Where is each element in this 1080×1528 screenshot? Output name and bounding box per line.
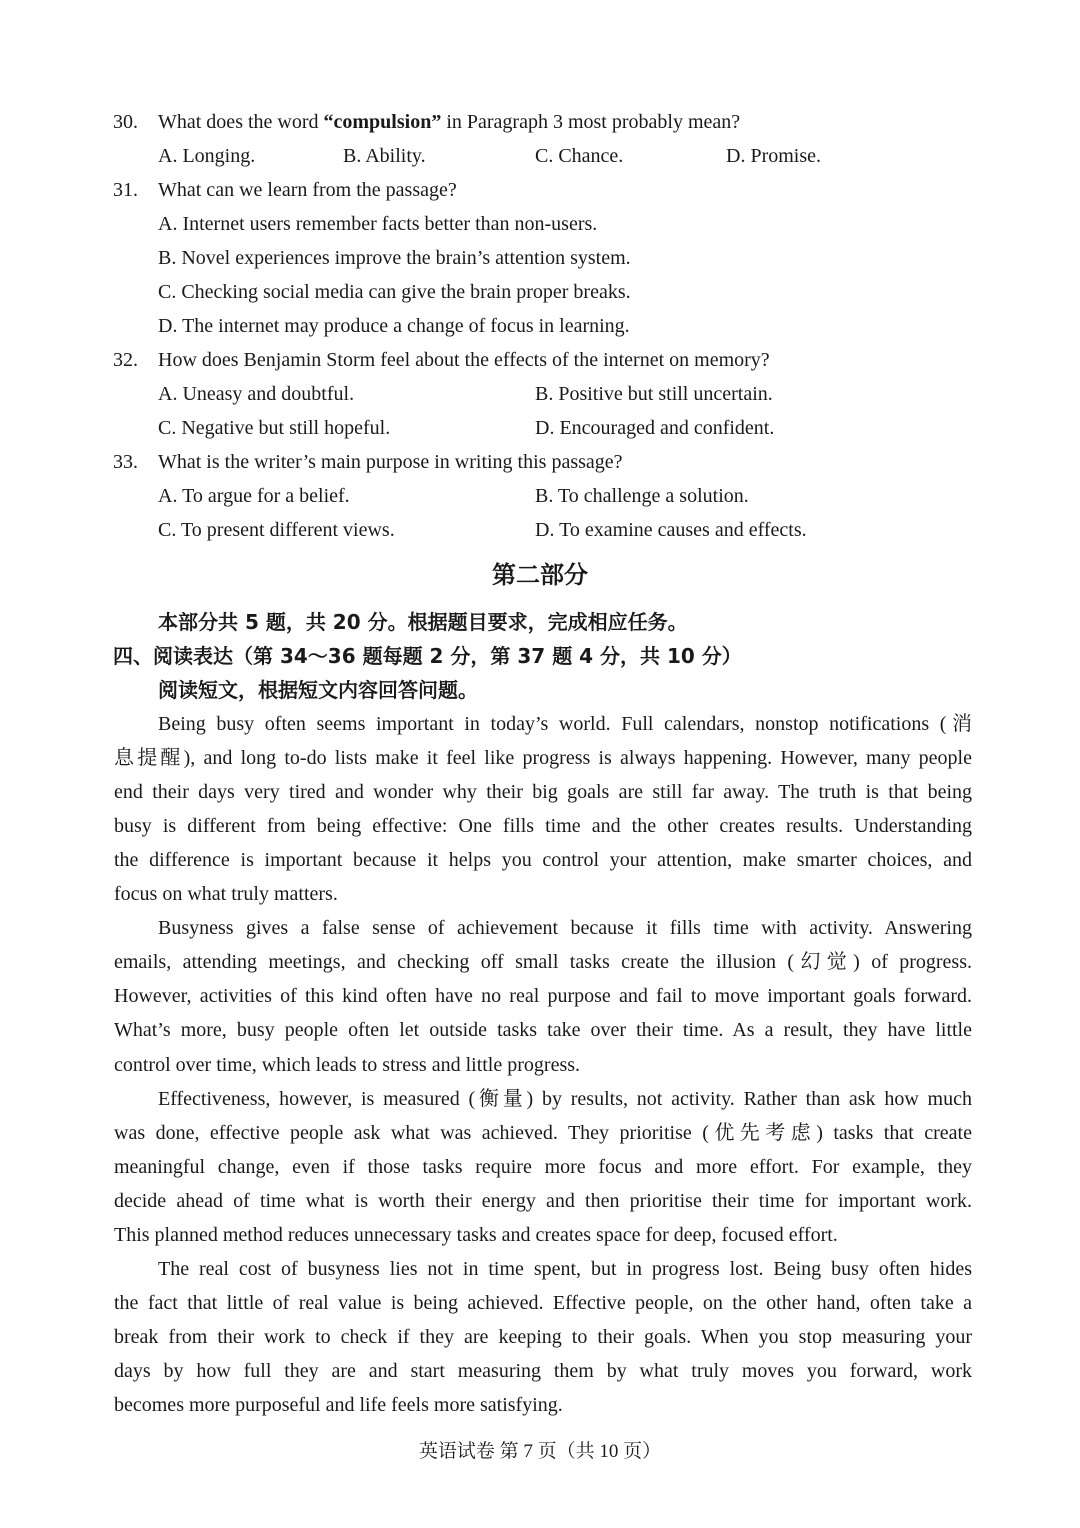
section-title: 第二部分 [492,561,588,589]
passage-line: becomes more purposeful and life feels more satisfying. [114,1394,563,1416]
option-d: D. Promise. [726,145,821,167]
question-text: What is the writer’s main purpose in writing this passage? [158,451,623,473]
page-footer: 英语试卷 第 7 页（共 10 页） [418,1441,662,1462]
question-number: 31. [113,179,138,201]
question-number: 32. [113,349,138,371]
passage-line: control over time, which leads to stress and little progress. [114,1054,581,1076]
passage-line: end their days very tired and wonder why their big goals are still far away. The truth is that being [114,781,972,803]
passage-line: break from their work to check if they are keeping to their goals. When you stop measuring your [114,1326,972,1348]
option-c: C. Checking social media can give the brain proper breaks. [158,281,631,303]
passage-line: days by how full they are and start measuring them by what truly moves you forward, work [114,1360,972,1382]
passage-line: focus on what truly matters. [114,883,338,905]
passage-line: meaningful change, even if those tasks require more focus and more effort. For example, they [114,1156,972,1178]
passage-line: What’s more, busy people often let outside tasks take over their time. As a result, they have little [114,1019,972,1041]
option-c: C. Chance. [535,145,624,167]
passage-line: the fact that little of real value is being achieved. Effective people, on the other hand, often take a [114,1292,972,1314]
question-text: How does Benjamin Storm feel about the effects of the internet on memory? [158,349,770,371]
stem-keyword: “compulsion” [323,111,442,133]
question-31-stem [113,176,457,204]
passage-line: 息提醒), and long to-do lists make it feel like progress is always happening. However, many people [114,747,972,769]
option-b: B. To challenge a solution. [535,485,749,507]
passage-line: Busyness gives a false sense of achievement because it fills time with activity. Answering [158,917,972,939]
option-a: A. To argue for a belief. [158,485,350,507]
option-a: A. Longing. [158,145,256,167]
passage-line: the difference is important because it helps you control your attention, make smarter choices, and [114,849,972,871]
option-b: B. Ability. [343,145,426,167]
passage-line: Being busy often seems important in today’s world. Full calendars, nonstop notifications (消 [158,713,972,735]
part-heading: 四、阅读表达（第 34～36 题每题 2 分，第 37 题 4 分，共 10 分） [113,644,742,668]
passage-line: This planned method reduces unnecessary tasks and creates space for deep, focused effort. [114,1224,838,1246]
option-a: A. Uneasy and doubtful. [158,383,355,405]
passage-line: was done, effective people ask what was achieved. They prioritise (优先考虑) tasks that create [114,1122,972,1144]
question-32-stem [113,346,770,374]
option-c: C. Negative but still hopeful. [158,417,391,439]
question-number: 30. [113,111,138,133]
stem-pre: What does the word [158,111,324,133]
stem-post: in Paragraph 3 most probably mean? [441,111,741,133]
section-intro: 本部分共 5 题，共 20 分。根据题目要求，完成相应任务。 [158,610,688,634]
option-b: B. Positive but still uncertain. [535,383,773,405]
passage-line: busy is different from being effective: One fills time and the other creates results. Understanding [114,815,972,837]
option-d: D. To examine causes and effects. [535,519,807,541]
option-b: B. Novel experiences improve the brain’s attention system. [158,247,631,269]
question-33-stem [113,448,623,476]
passage-line: emails, attending meetings, and checking off small tasks create the illusion (幻觉) of progress. [114,951,972,973]
question-text [158,108,740,136]
question-text: What can we learn from the passage? [158,179,457,201]
option-c: C. To present different views. [158,519,395,541]
reading-instruction: 阅读短文，根据短文内容回答问题。 [158,678,478,702]
passage-line: The real cost of busyness lies not in time spent, but in progress lost. Being busy often hides [158,1258,972,1280]
question-number: 33. [113,451,138,473]
question-30-stem [113,108,741,136]
passage-line: However, activities of this kind often have no real purpose and fail to move important goals forward. [114,985,972,1007]
option-d: D. The internet may produce a change of focus in learning. [158,315,630,337]
passage-line: decide ahead of time what is worth their energy and then prioritise their time for important work. [114,1190,972,1212]
passage-line: Effectiveness, however, is measured (衡量) by results, not activity. Rather than ask how much [158,1088,972,1110]
option-d: D. Encouraged and confident. [535,417,775,439]
option-a: A. Internet users remember facts better than non-users. [158,213,598,235]
